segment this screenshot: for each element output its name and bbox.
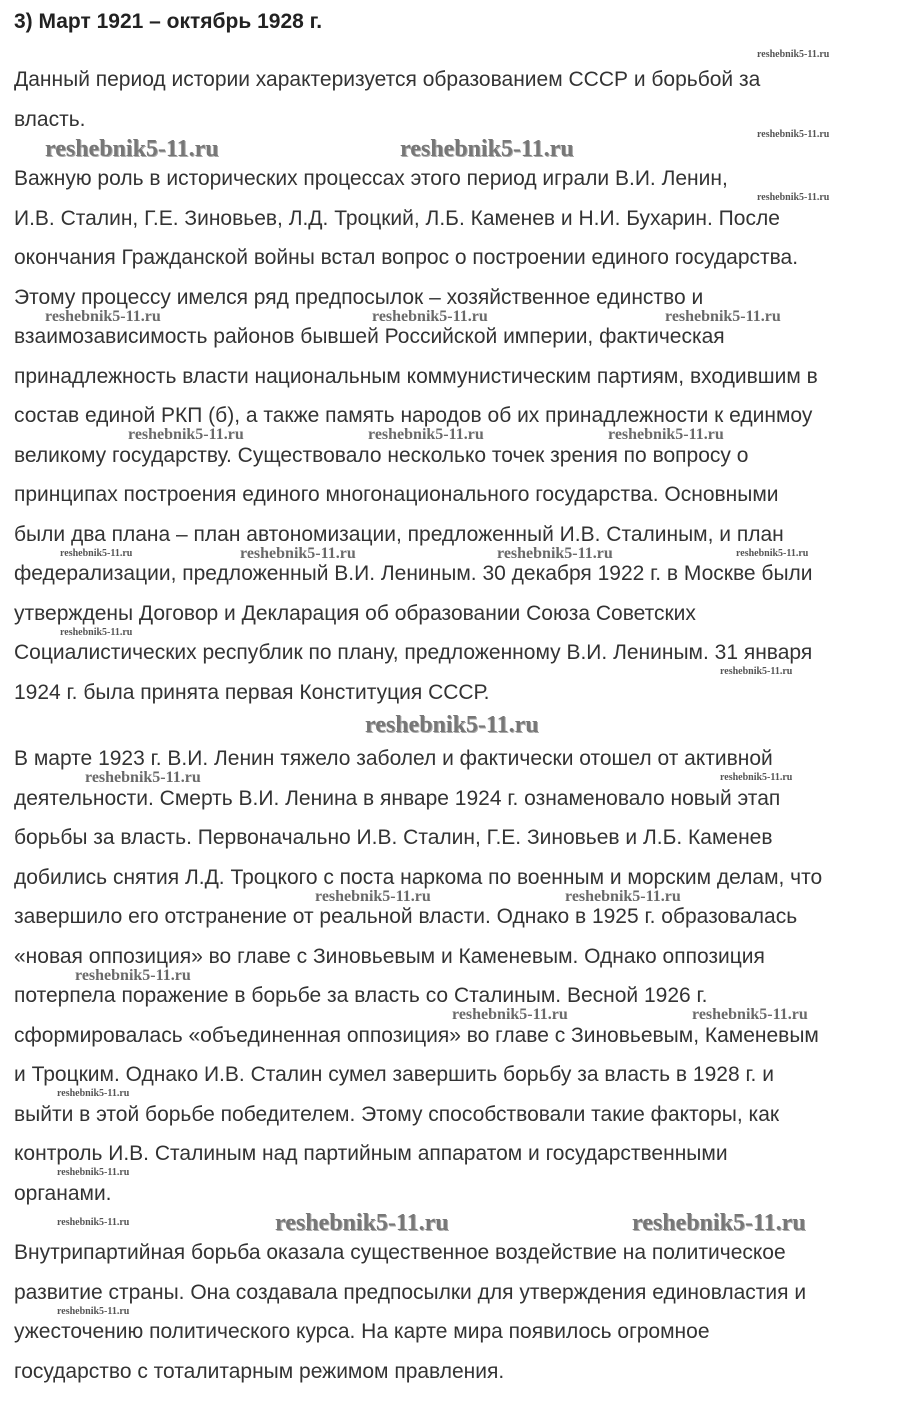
watermark: reshebnik5-11.ru — [720, 772, 793, 783]
text-line: взаимозависимость районов бывшей Российской империи, фактическая — [14, 325, 725, 348]
watermark: reshebnik5-11.ru — [497, 545, 613, 562]
text-line: великому государству. Существовало несколько точек зрения по вопросу о — [14, 443, 749, 467]
text-line: выйти в этой борьбе победителем. Этому способствовали такие факторы, как — [14, 1102, 780, 1126]
text-line: контроль И.В. Сталиным над партийным аппаратом и государственными — [14, 1142, 728, 1165]
text-line: «новая оппозиция» во главе с Зиновьевым и Каменевым. Однако оппозиция — [14, 944, 765, 968]
text-line: Важную роль в исторических процессах этого период играли В.И. Ленин, — [14, 167, 728, 190]
watermark: reshebnik5-11.ru — [60, 548, 133, 559]
text-line: сформировалась «объединенная оппозиция» во главе с Зиновьевым, Каменевым — [14, 1023, 819, 1047]
text-line: принципах построения единого многонационального государства. Основными — [14, 483, 779, 506]
text-line: принадлежность власти национальным коммунистическим партиям, входившим в — [14, 364, 818, 388]
watermark: reshebnik5-11.ru — [128, 426, 244, 443]
watermark: reshebnik5-11.ru — [45, 308, 161, 325]
watermark: reshebnik5-11.ru — [57, 1217, 130, 1228]
text-line: деятельности. Смерть В.И. Ленина в январе 1924 г. ознаменовало новый этап — [14, 786, 781, 810]
text-line: Этому процессу имелся ряд предпосылок – хозяйственное единство и — [14, 285, 704, 309]
watermark: reshebnik5-11.ru — [57, 1167, 130, 1178]
watermark: reshebnik5-11.ru — [632, 1210, 806, 1236]
text-line: завершило его отстранение от реальной власти. Однако в 1925 г. образовалась — [14, 905, 798, 928]
text-line: Внутрипартийная борьба оказала существенное воздействие на политическое — [14, 1241, 786, 1264]
watermark: reshebnik5-11.ru — [85, 769, 201, 786]
watermark: reshebnik5-11.ru — [452, 1006, 568, 1023]
text-line: И.В. Сталин, Г.Е. Зиновьев, Л.Д. Троцкий, Л.Б. Каменев и Н.И. Бухарин. После — [14, 206, 780, 230]
text-line: добились снятия Л.Д. Троцкого с поста наркома по военным и морским делам, что — [14, 865, 823, 889]
watermark: reshebnik5-11.ru — [275, 1210, 449, 1236]
watermark: reshebnik5-11.ru — [57, 1088, 130, 1099]
text-line: утверждены Договор и Декларация об образовании Союза Советских — [14, 601, 696, 625]
watermark: reshebnik5-11.ru — [240, 545, 356, 562]
watermark: reshebnik5-11.ru — [60, 627, 133, 638]
text-line: ужесточению политического курса. На карте мира появилось огромное — [14, 1320, 710, 1343]
watermark: reshebnik5-11.ru — [608, 426, 724, 443]
watermark: reshebnik5-11.ru — [400, 136, 574, 162]
watermark: reshebnik5-11.ru — [757, 192, 830, 203]
watermark: reshebnik5-11.ru — [372, 308, 488, 325]
text-line: были два плана – план автономизации, предложенный И.В. Сталиным, и план — [14, 522, 784, 546]
watermark: reshebnik5-11.ru — [365, 712, 539, 738]
text-line: В марте 1923 г. В.И. Ленин тяжело заболел и фактически отошел от активной — [14, 747, 773, 770]
watermark: reshebnik5-11.ru — [757, 129, 830, 140]
watermark: reshebnik5-11.ru — [368, 426, 484, 443]
text-line: органами. — [14, 1181, 112, 1205]
watermark: reshebnik5-11.ru — [565, 888, 681, 905]
text-line: борьбы за власть. Первоначально И.В. Сталин, Г.Е. Зиновьев и Л.Б. Каменев — [14, 826, 773, 849]
watermark: reshebnik5-11.ru — [757, 49, 830, 60]
text-line: потерпела поражение в борьбе за власть со Сталиным. Весной 1926 г. — [14, 984, 708, 1007]
text-line: Социалистических республик по плану, предложенному В.И. Лениным. 31 января — [14, 641, 813, 664]
watermark: reshebnik5-11.ru — [736, 548, 809, 559]
section-title: 3) Март 1921 – октябрь 1928 г. — [14, 10, 323, 33]
text-line: состав единой РКП (б), а также память народов об их принадлежности к единмоу — [14, 404, 813, 427]
text-line: государство с тоталитарным режимом правления. — [14, 1359, 505, 1383]
watermark: reshebnik5-11.ru — [57, 1306, 130, 1317]
text-line: окончания Гражданской войны встал вопрос о построении единого государства. — [14, 246, 799, 269]
watermark: reshebnik5-11.ru — [315, 888, 431, 905]
text-line: и Троцким. Однако И.В. Сталин сумел завершить борьбу за власть в 1928 г. и — [14, 1063, 774, 1086]
text-line: Данный период истории характеризуется образованием СССР и борьбой за — [14, 68, 761, 91]
watermark: reshebnik5-11.ru — [720, 666, 793, 677]
watermark: reshebnik5-11.ru — [45, 136, 219, 162]
text-line: федерализации, предложенный В.И. Лениным. 30 декабря 1922 г. в Москве были — [14, 562, 813, 585]
watermark: reshebnik5-11.ru — [692, 1006, 808, 1023]
watermark: reshebnik5-11.ru — [665, 308, 781, 325]
text-line: власть. — [14, 107, 86, 131]
text-line: развитие страны. Она создавала предпосылки для утверждения единовластия и — [14, 1280, 807, 1304]
watermark: reshebnik5-11.ru — [75, 967, 191, 984]
text-line: 1924 г. была принята первая Конституция СССР. — [14, 680, 490, 704]
